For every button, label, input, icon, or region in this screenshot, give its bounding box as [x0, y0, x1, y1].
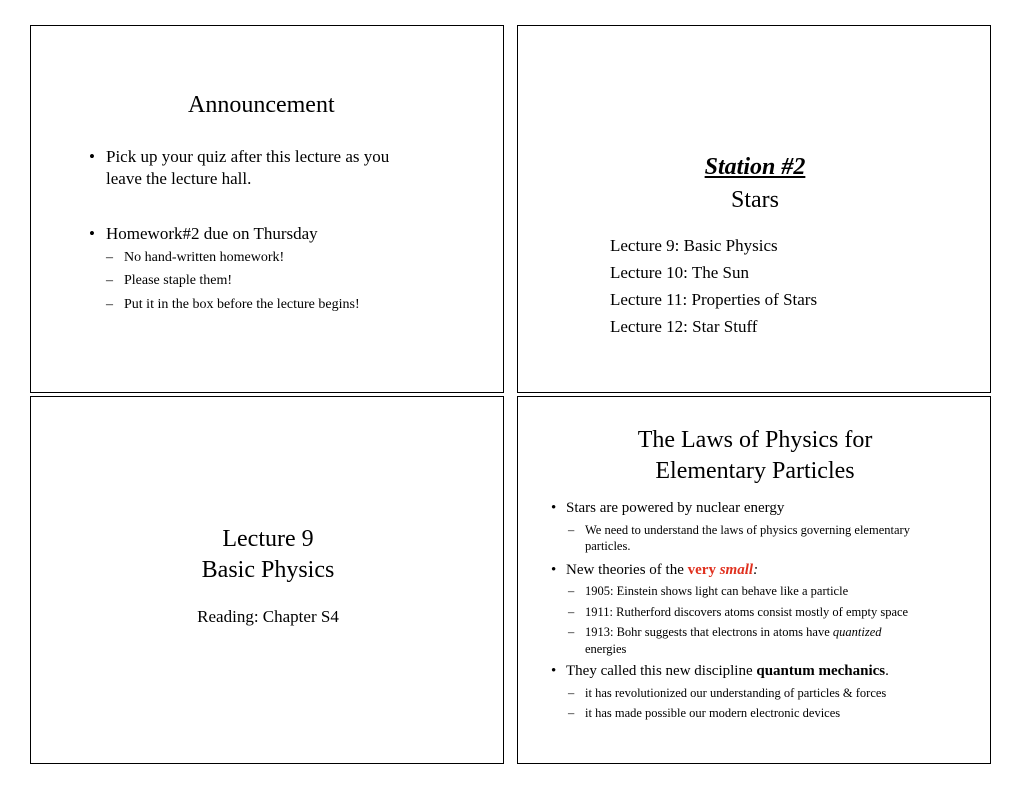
bullet-text — [566, 562, 758, 579]
slide-announcement — [30, 25, 504, 393]
sub-bullet-text-cont: energies — [585, 642, 627, 656]
dash-icon: – — [106, 297, 113, 312]
sub-bullet-text: 1905: Einstein shows light can behave like a particle — [585, 584, 849, 598]
sub-bullet-text-part: 1913: Bohr suggests that electrons in atoms have — [585, 625, 833, 639]
dash-icon: – — [568, 605, 575, 619]
bullet-icon: • — [89, 224, 95, 243]
bullet-text-part: New theories of the — [566, 562, 688, 578]
dash-icon: – — [568, 706, 575, 720]
sub-bullet-text: No hand-written homework! — [124, 250, 285, 265]
dash-icon: – — [106, 250, 113, 265]
dash-icon: – — [568, 523, 575, 537]
bullet-text: Homework#2 due on Thursday — [106, 224, 318, 243]
dash-icon: – — [568, 584, 575, 598]
lecture-list-item: Lecture 9: Basic Physics — [610, 236, 778, 255]
station-subtitle: Stars — [731, 187, 779, 213]
lecture-list-item: Lecture 12: Star Stuff — [610, 317, 758, 336]
sub-bullet-text: it has revolutionized our understanding of particles & forces — [585, 686, 887, 700]
highlight-small: small — [719, 562, 754, 578]
bullet-text: Stars are powered by nuclear energy — [566, 500, 785, 516]
bullet-text-period: . — [885, 663, 889, 679]
dash-icon: – — [106, 273, 113, 288]
slide-lecture-title — [30, 396, 504, 764]
slide-station — [517, 25, 991, 393]
bullet-text — [566, 663, 889, 680]
lecture-list-item: Lecture 10: The Sun — [610, 263, 749, 282]
sub-bullet-text: We need to understand the laws of physics governing elementary — [585, 523, 910, 537]
emphasis-quantum-mechanics: quantum mechanics — [756, 663, 886, 679]
lecture-list-item: Lecture 11: Properties of Stars — [610, 290, 818, 309]
lecture-topic: Basic Physics — [201, 557, 335, 583]
bullet-text-colon: : — [753, 562, 759, 578]
highlight-very: very — [687, 562, 716, 578]
lecture-number: Lecture 9 — [222, 526, 314, 552]
bullet-text: Pick up your quiz after this lecture as you — [106, 147, 390, 166]
sub-bullet-text: 1911: Rutherford discovers atoms consist mostly of empty space — [585, 605, 909, 619]
dash-icon: – — [568, 686, 575, 700]
sub-bullet-text — [585, 625, 882, 640]
bullet-icon: • — [551, 500, 557, 516]
bullet-text-cont: leave the lecture hall. — [106, 169, 252, 188]
sub-bullet-text-cont: particles. — [585, 539, 631, 553]
dash-icon: – — [568, 625, 575, 639]
bullet-icon: • — [551, 663, 557, 679]
slide-title-line2: Elementary Particles — [655, 458, 855, 484]
bullet-icon: • — [89, 147, 95, 166]
slide-title-line1: The Laws of Physics for — [637, 427, 873, 453]
sub-bullet-text: Put it in the box before the lecture begins! — [124, 297, 360, 312]
bullet-icon: • — [551, 562, 557, 578]
sub-bullet-text: it has made possible our modern electronic devices — [585, 706, 841, 720]
slide-laws-of-physics — [517, 396, 991, 764]
slide-title: Announcement — [188, 92, 335, 118]
sub-bullet-text: Please staple them! — [124, 273, 233, 288]
bullet-text-part: They called this new discipline — [566, 663, 757, 679]
reading-assignment: Reading: Chapter S4 — [197, 607, 339, 626]
station-title: Station #2 — [704, 154, 806, 180]
emphasis-quantized: quantized — [832, 625, 882, 639]
